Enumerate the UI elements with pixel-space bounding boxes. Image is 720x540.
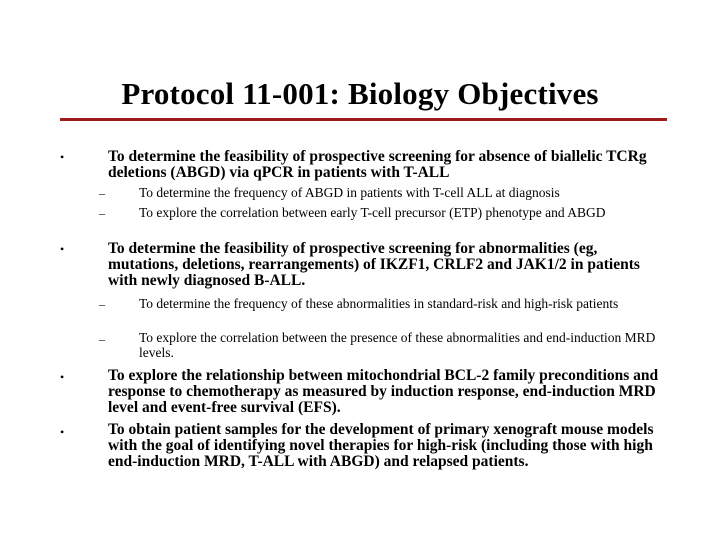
bullet-icon: • [60, 242, 65, 256]
dash-icon: – [99, 332, 105, 346]
dash-icon: – [99, 206, 105, 220]
objective-1-text: To determine the feasibility of prospective screening for absence of biallelic TCRg deletions (ABGD) via qPCR in patients with T-ALL [108, 148, 647, 181]
objective-1-sub-2: To explore the correlation between early T-cell precursor (ETP) phenotype and ABGD [139, 205, 606, 220]
bullet-icon: • [60, 425, 65, 439]
title-divider [60, 118, 667, 121]
dash-icon: – [99, 297, 105, 311]
dash-icon: – [99, 186, 105, 200]
bullet-icon: • [60, 150, 65, 164]
objective-2-sub-2: To explore the correlation between the presence of these abnormalities and end-induction MRD levels. [139, 330, 656, 360]
objective-4-text: To obtain patient samples for the development of primary xenograft mouse models with the goal of identifying novel therapies for high-risk (including those with high end-induction MRD, T-ALL with ABGD) and relapsed patients. [108, 421, 654, 470]
objective-1-sub-1: To determine the frequency of ABGD in patients with T-cell ALL at diagnosis [139, 185, 560, 200]
bullet-icon: • [60, 370, 65, 384]
objective-3-text: To explore the relationship between mitochondrial BCL-2 family preconditions and response to chemotherapy as measured by induction response, end-induction MRD level and event-free survival (EFS). [108, 367, 659, 416]
slide-title: Protocol 11-001: Biology Objectives [121, 76, 599, 111]
objective-2-sub-1: To determine the frequency of these abnormalities in standard-risk and high-risk patients [139, 296, 619, 311]
objective-2-text: To determine the feasibility of prospective screening for abnormalities (eg, mutations, deletions, rearrangements) of IKZF1, CRLF2 and JAK1/2 in patients with newly diagnosed B-ALL. [108, 240, 640, 289]
